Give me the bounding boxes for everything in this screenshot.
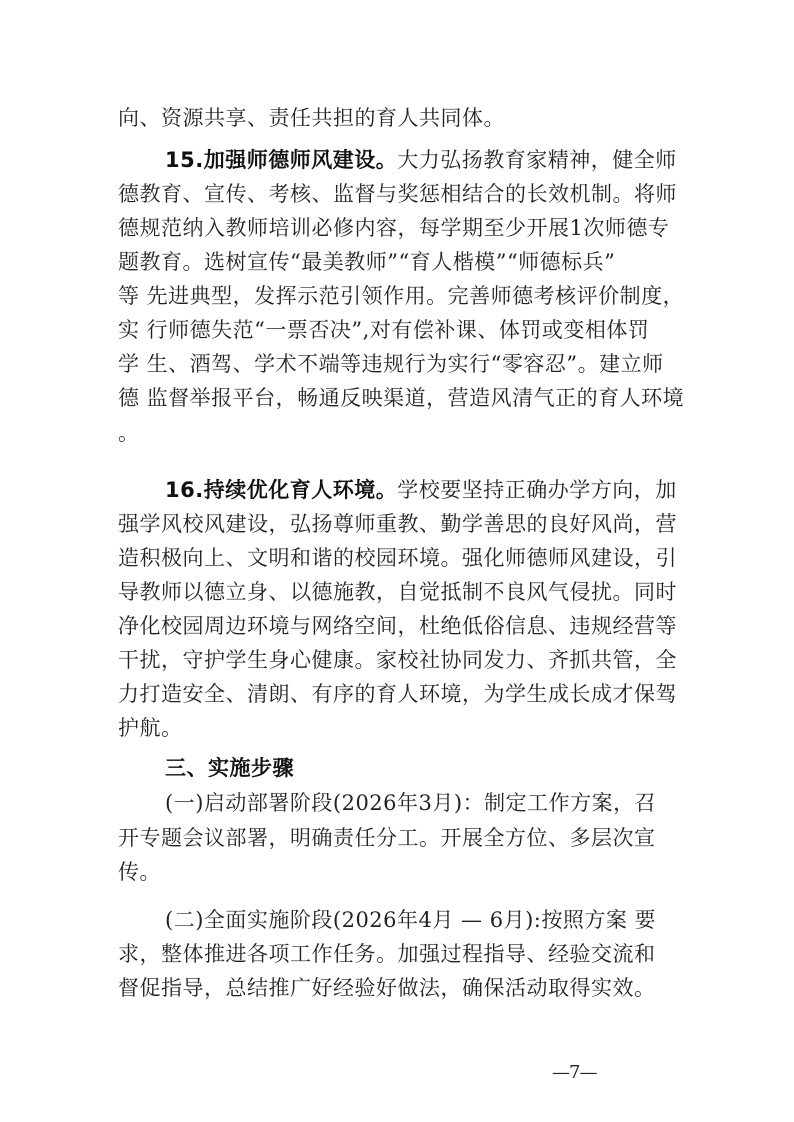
page-number: —7— bbox=[552, 1062, 597, 1083]
line-text: 学校要坚持正确办学方向，加 bbox=[397, 478, 677, 502]
text-line bbox=[118, 177, 677, 211]
line-text: 净化校园周边环境与网络空间，杜绝低俗信息、违规经营等 bbox=[118, 614, 677, 638]
line-text: 造积极向上、文明和谐的校园环境。强化师德师风建设，引 bbox=[118, 546, 677, 570]
line-text: 题教育。选树宣传“最美教师”“育人楷模”“师德标兵” bbox=[118, 250, 616, 274]
line-text: (二)全面实施阶段(2026年4月 — 6月):按照方案 要 bbox=[165, 908, 657, 932]
item-title: 15.加强师德师风建设。 bbox=[165, 148, 398, 172]
line-text: 德规范纳入教师培训必修内容，每学期至少开展1次师德专 bbox=[118, 216, 670, 240]
text-line bbox=[118, 541, 677, 575]
line-text: 三、实施步骤 bbox=[165, 756, 294, 780]
line-text: 开专题会议部署，明确责任分工。开展全方位、多层次宣 bbox=[118, 826, 656, 850]
line-text: 力打造安全、清朗、有序的育人环境，为学生成长成才保驾 bbox=[118, 682, 677, 706]
text-line bbox=[118, 245, 616, 279]
text-line bbox=[165, 903, 657, 937]
text-line bbox=[118, 971, 656, 1005]
line-text: 实 行师德失范“一票否决”,对有偿补课、体罚或变相体罚 bbox=[118, 318, 650, 342]
line-text: 德教育、宣传、考核、监督与奖惩相结合的长效机制。将师 bbox=[118, 182, 677, 206]
section-heading bbox=[165, 751, 588, 785]
line-text: 。 bbox=[118, 421, 140, 445]
text-line bbox=[118, 381, 685, 415]
line-text: 大力弘扬教育家精神，健全师 bbox=[397, 148, 677, 172]
item-title: 16.持续优化育人环境。 bbox=[165, 478, 398, 502]
text-line bbox=[118, 937, 656, 971]
text-line bbox=[118, 677, 677, 711]
line-text: 导教师以德立身、以德施教，自觉抵制不良风气侵扰。同时 bbox=[118, 580, 677, 604]
text-line bbox=[118, 821, 656, 855]
line-text: 护航。 bbox=[118, 716, 183, 740]
line-text: 学 生、酒驾、学术不端等违规行为实行“零容忍”。建立师 bbox=[118, 352, 664, 376]
text-line bbox=[118, 279, 685, 313]
text-line bbox=[165, 473, 677, 507]
line-text: (一)启动部署阶段(2026年3月)：制定工作方案，召 bbox=[165, 791, 657, 815]
line-text: 向、资源共享、责任共担的育人共同体。 bbox=[118, 106, 505, 130]
text-line bbox=[118, 211, 670, 245]
text-line bbox=[118, 609, 677, 643]
line-text: 德 监督举报平台，畅通反映渠道，营造风清气正的育人环境 bbox=[118, 386, 685, 410]
line-text: 强学风校风建设，弘扬尊师重教、勤学善思的良好风尚，营 bbox=[118, 512, 677, 536]
text-line bbox=[118, 101, 588, 135]
line-text: 干扰，守护学生身心健康。家校社协同发力、齐抓共管，全 bbox=[118, 648, 677, 672]
text-line bbox=[118, 855, 588, 889]
text-line bbox=[165, 143, 677, 177]
line-text: 等 先进典型，发挥示范引领作用。完善师德考核评价制度， bbox=[118, 284, 685, 308]
text-line bbox=[118, 313, 650, 347]
text-line bbox=[118, 575, 677, 609]
text-line bbox=[165, 786, 657, 820]
text-line bbox=[118, 416, 588, 450]
text-line bbox=[118, 347, 664, 381]
text-line bbox=[118, 643, 677, 677]
line-text: 求，整体推进各项工作任务。加强过程指导、经验交流和 bbox=[118, 942, 656, 966]
text-line bbox=[118, 507, 677, 541]
line-text: 传。 bbox=[118, 860, 161, 884]
text-line bbox=[118, 711, 588, 745]
line-text: 督促指导，总结推广好经验好做法，确保活动取得实效。 bbox=[118, 976, 656, 1000]
